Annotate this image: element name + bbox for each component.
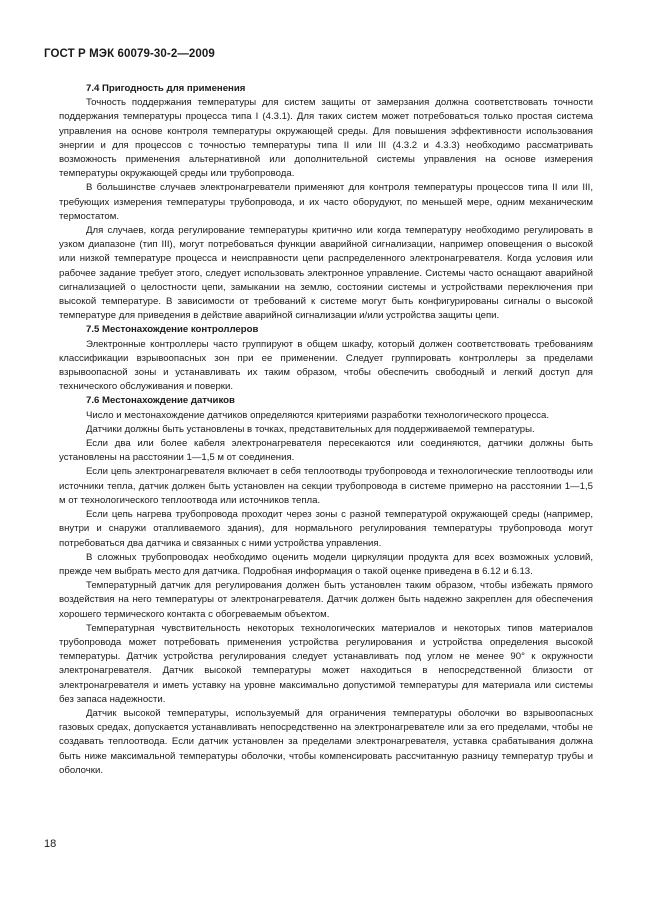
section-heading: 7.4 Пригодность для применения [86, 83, 246, 94]
paragraph: В сложных трубопроводах необходимо оценить модели циркуляции продукта для всех возможных условий, прежде чем выбрать место для датчика. Подробная информация о такой оценке приведена в 6.12 и 6.13. [59, 551, 593, 577]
document-header-title: ГОСТ Р МЭК 60079-30-2—2009 [44, 48, 215, 60]
section-heading: 7.5 Местонахождение контроллеров [86, 324, 259, 336]
paragraph: Электронные контроллеры часто группируют в общем шкафу, который должен соответствовать требованиям классификации взрывоопасных зон при ее применении. Следует группировать контроллеры за пределами взрывоопасной зоны и устанавливать их таким образом, чтобы обеспечить свободный и легкий доступ для технического обслуживания и поверки. [59, 338, 593, 393]
paragraph: Температурный датчик для регулирования должен быть установлен таким образом, чтобы избежать прямого воздействия на него температуры от электронагревателя. Датчик должен быть надежно закреплен для обеспечения хорошего термического контакта с обогреваемым объектом. [59, 580, 593, 620]
paragraph: Если цепь нагрева трубопровода проходит через зоны с разной температурой окружающей среды (например, внутри и снаружи отапливаемого здания), для нормального регулирования температуры трубопровода могут потребоваться два датчика и связанных с ними устройства управления. [59, 509, 593, 549]
paragraph: Для случаев, когда регулирование температуры критично или когда температуру необходимо регулировать в узком диапазоне (тип III), могут потребоваться функции аварийной сигнализации, например оповещения о высокой или низкой температуре процесса и неисправности цепи распределенного электронагревателя. Когда условия или рабочее задание требует этого, следует использовать электронное управление. Системы часто оснащают аварийной сигнализацией о целостности цепи, замыкании на землю, состоянии системы и устройствами переключения при высокой температуре. В зависимости от требований к системе могут быть конфигурированы сигналы о высокой температуре для приведения в действие аварийной сигнализации и/или устройства защиты цепи. [59, 225, 593, 322]
page-number: 18 [44, 838, 57, 850]
paragraph: Если два или более кабеля электронагревателя пересекаются или соединяются, датчики должны быть установлены на расстоянии 1—1,5 м от соединения. [59, 438, 593, 464]
paragraph: Число и местонахождение датчиков определяются критериями разработки технологического процесса. [86, 409, 550, 421]
paragraph: В большинстве случаев электронагреватели применяют для контроля температуры процессов типа II или III, требующих измерения температуры трубопровода, и их часто оборудуют, по меньшей мере, одним механическим термостатом. [59, 182, 593, 222]
section-heading: 7.6 Местонахождение датчиков [86, 395, 235, 407]
paragraph: Датчики должны быть установлены в точках, представительных для поддерживаемой температуры. [86, 423, 535, 435]
document-body [59, 82, 593, 778]
paragraph: Точность поддержания температуры для систем защиты от замерзания должна соответствовать точности поддержания температуры процесса типа I (4.3.1). Для таких систем может потребоваться только простая система управления на основе контроля температуры окружающей среды. Для повышения эффективности использования энергии и для процессов с точностью температуры типа II или III (4.3.2 и 4.3.3) необходимо рассматривать возможность применения альтернативной или дополнительной системы управления на основе измерения температуры окружающей среды или трубопровода. [59, 97, 593, 180]
paragraph: Если цепь электронагревателя включает в себя теплоотводы трубопровода и технологические теплоотводы или источники тепла, датчик должен быть установлен на секции трубопровода в системе примерно на расстоянии 1—1,5 м от технологического теплоотвода или источников тепла. [59, 466, 593, 506]
paragraph: Температурная чувствительность некоторых технологических материалов и некоторых типов материалов трубопровода может потребовать применения устройства регулирования и устройства определения высокой температуры. Датчик устройства регулирования следует устанавливать под углом не менее 90° к окружности электронагревателя. Датчик высокой температуры может находиться в непосредственной близости от электронагревателя и иметь уставку на уровне максимально допустимой температуры для материала или системы без запаса надежности. [59, 622, 593, 705]
paragraph: Датчик высокой температуры, используемый для ограничения температуры оболочки во взрывоопасных газовых средах, допускается устанавливать непосредственно на электронагревателе или за его пределами, чтобы не создавать теплоотвода. Если датчик установлен за пределами электронагревателя, уставка срабатывания должна быть ниже максимальной температуры оболочки, чтобы компенсировать рассчитанную разницу температур трубы и оболочки. [59, 707, 593, 776]
